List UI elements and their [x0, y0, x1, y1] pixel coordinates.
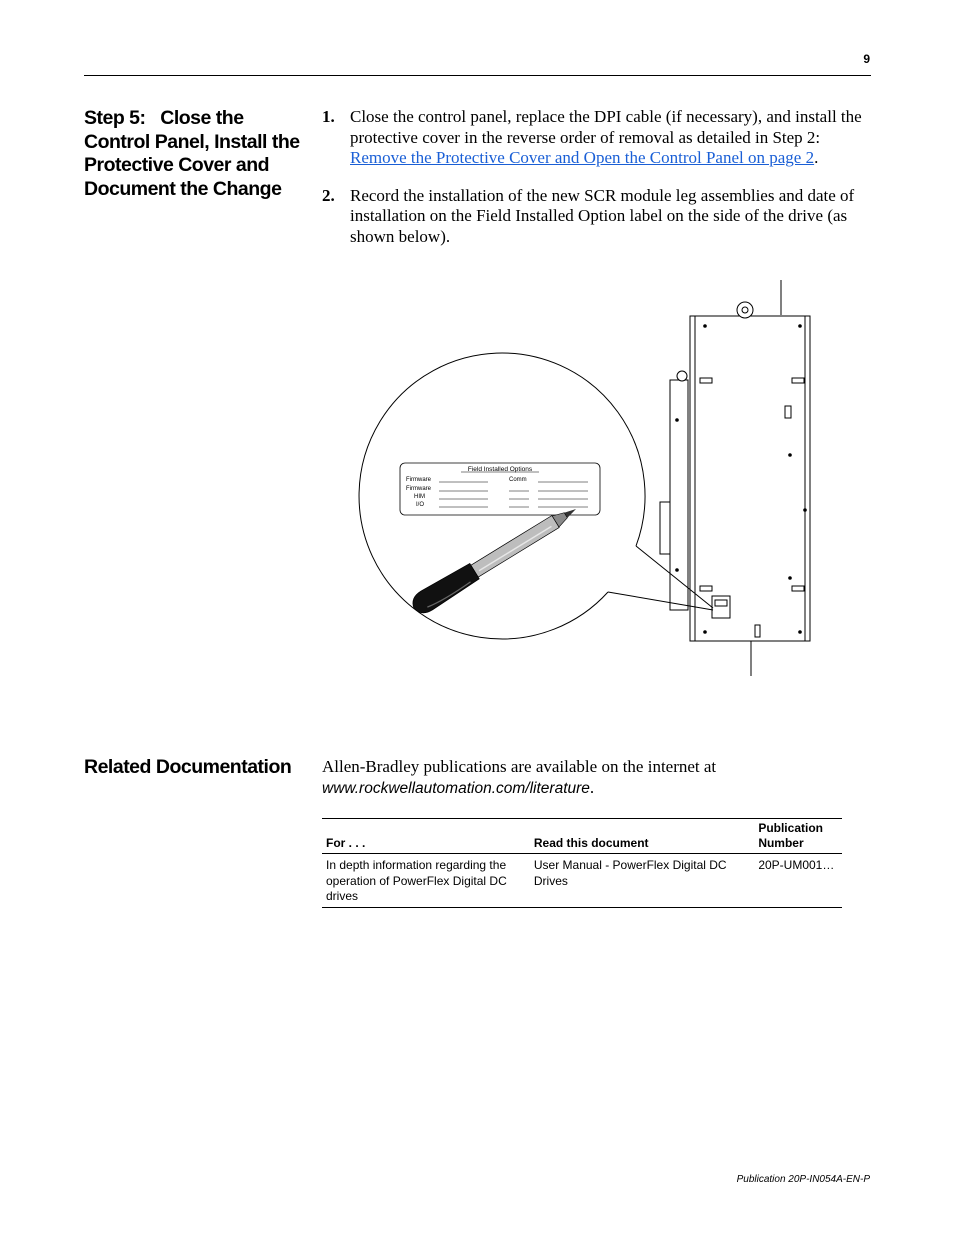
table-cell: 20P-UM001…	[758, 858, 835, 872]
drive-chassis-icon	[660, 280, 810, 676]
literature-url: www.rockwellautomation.com/literature	[322, 779, 590, 797]
step-number: 1.	[322, 107, 335, 126]
column-header-document: Read this document	[530, 819, 754, 854]
step-text: Record the installation of the new SCR module leg assemblies and date of installation on the Field Installed Option label on the side of the drive (as shown below).	[350, 185, 855, 246]
step5-instructions	[322, 107, 872, 264]
step-item-1	[322, 107, 872, 169]
table-header-row	[322, 819, 842, 854]
field-installed-options-illustration	[340, 270, 820, 685]
table-row	[322, 854, 842, 908]
step5-heading: Step 5: Close the Control Panel, Install the Protective Cover and Document the Change	[84, 107, 300, 200]
publication-footer: Publication 20P-IN054A-EN-P	[736, 1174, 870, 1185]
header-rule	[84, 75, 871, 76]
label-title: Field Installed Options	[467, 466, 533, 473]
column-header-for: For . . .	[322, 819, 530, 854]
field-installed-options-label	[400, 463, 600, 515]
availability-text: Allen-Bradley publications are available on the internet at	[322, 757, 717, 776]
step-text-end: .	[814, 148, 819, 167]
step-text: Close the control panel, replace the DPI cable (if necessary), and install the protective cover in the reverse order of removal as detailed in Step 2:	[350, 107, 862, 147]
table-cell: In depth information regarding the operation of PowerFlex Digital DC drives	[326, 858, 507, 903]
label-row: Firmware	[406, 486, 431, 492]
related-documentation-heading: Related Documentation	[84, 756, 292, 778]
availability-paragraph	[322, 757, 872, 799]
pen-icon	[408, 500, 581, 618]
page-number: 9	[863, 52, 870, 66]
publications-table	[322, 818, 842, 908]
url-period: .	[589, 777, 595, 797]
label-row: Firmware	[406, 477, 431, 483]
label-comm: Comm	[509, 477, 527, 483]
step-number: 2.	[322, 185, 335, 205]
label-row: I/O	[416, 502, 425, 508]
table-cell: User Manual - PowerFlex Digital DC Drives	[533, 858, 727, 888]
cross-reference-link[interactable]: Remove the Protective Cover and Open the Control Panel on page 2	[350, 148, 815, 167]
column-header-publication-number: Publication Number	[754, 819, 842, 854]
step-item-2	[322, 186, 872, 248]
label-row: HIM	[414, 494, 425, 500]
